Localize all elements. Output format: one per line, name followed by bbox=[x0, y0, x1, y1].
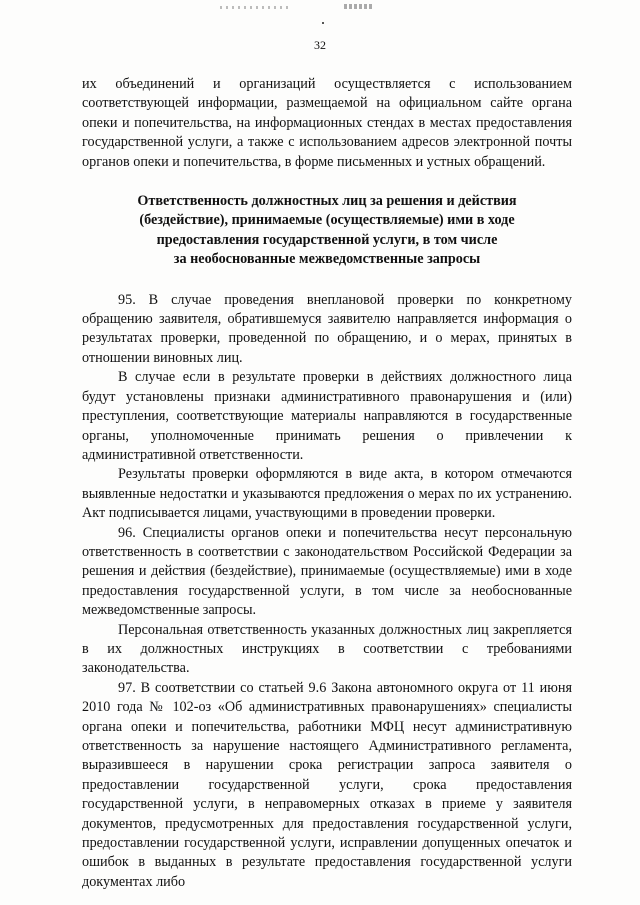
paragraph-96: 96. Специалисты органов опеки и попечительства несут персональную ответственность в соответствии с законодательством Российской Федерации за решения и действия (бездействие), принимаемые (осуществляемые) ими в ходе предоставления государственной услуги, в том числе за необоснованные межведомственные запросы. bbox=[82, 524, 572, 619]
heading-line: (бездействие), принимаемые (осуществляемые) ими в ходе bbox=[139, 212, 515, 229]
paragraph-95-violations: В случае если в результате проверки в действиях должностного лица будут установлены признаки административного правонарушения и (или) преступления, соответствующие материалы направляются в государственные органы, уполномоченные принимать решения о привлечении к административной ответственности. bbox=[82, 369, 572, 463]
heading-line: за необоснованные межведомственные запросы bbox=[173, 251, 481, 268]
section-heading bbox=[82, 192, 572, 270]
paragraph-96-responsibility: Персональная ответственность указанных должностных лиц закрепляется в их должностных инструкциях в соответствии с требованиями законодательства. bbox=[82, 621, 572, 677]
heading-line: Ответственность должностных лиц за решения и действия bbox=[137, 193, 517, 210]
lead-paragraph: их объединений и организаций осуществляется с использованием соответствующей информации, размещаемой на официальном сайте органа опеки и попечительства, на информационных стендах в местах предоставления государственной услуги, а также с использованием адресов электронной почты органов опеки и попечительства, в форме письменных и устных обращений. bbox=[82, 76, 572, 170]
scan-speck bbox=[322, 22, 324, 24]
paragraph-95: 95. В случае проведения внеплановой проверки по конкретному обращению заявителя, обратившемуся заявителю направляется информация о результатах проверки, проведенной по обращению, и о мерах, принятых в отношении виновных лиц. bbox=[82, 291, 572, 366]
scan-artifact bbox=[220, 6, 290, 9]
scan-artifact bbox=[344, 4, 374, 9]
heading-line: предоставления государственной услуги, в том числе bbox=[156, 231, 498, 248]
page-number: 32 bbox=[314, 38, 326, 52]
paragraph-95-act: Результаты проверки оформляются в виде акта, в котором отмечаются выявленные недостатки и указываются предложения о мерах по их устранению. Акт подписывается лицами, участвующими в проведении проверки. bbox=[82, 466, 572, 522]
paragraph-97: 97. В соответствии со статьей 9.6 Закона автономного округа от 11 июня 2010 года № 102-оз «Об административных правонарушениях» специалисты органа опеки и попечительства, работники МФЦ несут административную ответственность за нарушение настоящего Административного регламента, выразившееся в нарушении срока регистрации запроса заявителя о предоставлении государственной услуги, срока предоставления государственной услуги, в неправомерных отказах в приеме у заявителя документов, предусмотренных для предоставления государственной услуги, предоставлении государственной услуги, исправлении допущенных опечаток и ошибок в выданных в результате предоставления государственной услуги документах либо bbox=[82, 679, 572, 890]
document-body bbox=[82, 75, 572, 892]
